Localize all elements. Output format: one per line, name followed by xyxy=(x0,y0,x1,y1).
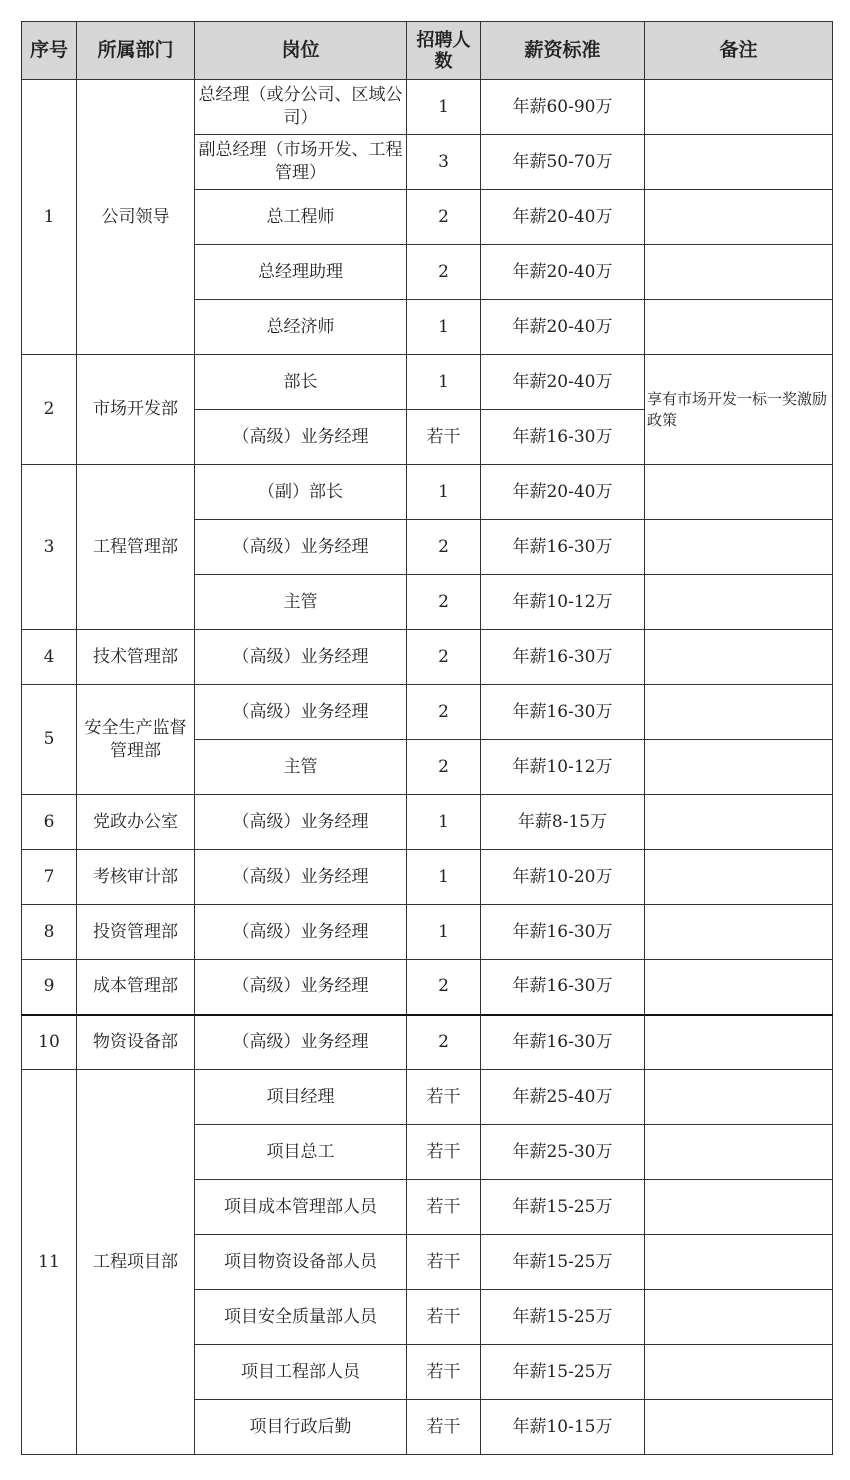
headcount-cell: 2 xyxy=(407,740,481,795)
dept-name: 物资设备部 xyxy=(77,1015,195,1070)
headcount-cell: 若干 xyxy=(407,1235,481,1290)
note-cell xyxy=(645,1070,833,1125)
dept-number: 9 xyxy=(22,960,77,1015)
salary-cell: 年薪16-30万 xyxy=(481,630,645,685)
table-row xyxy=(22,80,833,135)
position-cell: 部长 xyxy=(195,355,407,410)
salary-cell: 年薪15-25万 xyxy=(481,1235,645,1290)
headcount-cell: 2 xyxy=(407,685,481,740)
position-cell: （高级）业务经理 xyxy=(195,960,407,1015)
dept-name: 工程项目部 xyxy=(77,1070,195,1455)
dept-number: 3 xyxy=(22,465,77,630)
position-cell: 项目成本管理部人员 xyxy=(195,1180,407,1235)
position-cell: 副总经理（市场开发、工程管理） xyxy=(195,135,407,190)
dept-number: 4 xyxy=(22,630,77,685)
headcount-cell: 1 xyxy=(407,355,481,410)
table-row xyxy=(22,850,833,905)
recruitment-table-container xyxy=(21,21,833,1455)
position-cell: （高级）业务经理 xyxy=(195,410,407,465)
dept-name: 公司领导 xyxy=(77,80,195,355)
dept-name: 成本管理部 xyxy=(77,960,195,1015)
headcount-cell: 若干 xyxy=(407,1125,481,1180)
headcount-cell: 若干 xyxy=(407,1180,481,1235)
salary-cell: 年薪10-12万 xyxy=(481,575,645,630)
salary-cell: 年薪25-40万 xyxy=(481,1070,645,1125)
dept-number: 10 xyxy=(22,1015,77,1070)
note-cell xyxy=(645,190,833,245)
headcount-cell: 若干 xyxy=(407,1345,481,1400)
recruitment-table xyxy=(21,21,833,1455)
header-no: 序号 xyxy=(22,22,77,80)
note-cell xyxy=(645,1345,833,1400)
position-cell: 项目物资设备部人员 xyxy=(195,1235,407,1290)
table-row xyxy=(22,905,833,960)
headcount-cell: 2 xyxy=(407,1015,481,1070)
position-cell: 项目经理 xyxy=(195,1070,407,1125)
salary-cell: 年薪50-70万 xyxy=(481,135,645,190)
headcount-cell: 1 xyxy=(407,850,481,905)
position-cell: 项目行政后勤 xyxy=(195,1400,407,1455)
note-cell xyxy=(645,80,833,135)
note-cell xyxy=(645,1290,833,1345)
table-row xyxy=(22,355,833,410)
header-row xyxy=(22,22,833,80)
salary-cell: 年薪10-12万 xyxy=(481,740,645,795)
note-cell xyxy=(645,1125,833,1180)
position-cell: （副）部长 xyxy=(195,465,407,520)
note-cell xyxy=(645,740,833,795)
headcount-cell: 2 xyxy=(407,245,481,300)
salary-cell: 年薪15-25万 xyxy=(481,1180,645,1235)
position-cell: 项目安全质量部人员 xyxy=(195,1290,407,1345)
note-cell xyxy=(645,1180,833,1235)
dept-number: 6 xyxy=(22,795,77,850)
headcount-cell: 若干 xyxy=(407,1290,481,1345)
position-cell: （高级）业务经理 xyxy=(195,1015,407,1070)
note-cell xyxy=(645,1400,833,1455)
headcount-cell: 1 xyxy=(407,795,481,850)
dept-name: 考核审计部 xyxy=(77,850,195,905)
dept-number: 7 xyxy=(22,850,77,905)
note-cell xyxy=(645,1235,833,1290)
headcount-cell: 若干 xyxy=(407,410,481,465)
header-salary: 薪资标准 xyxy=(481,22,645,80)
note-cell xyxy=(645,795,833,850)
position-cell: （高级）业务经理 xyxy=(195,905,407,960)
headcount-cell: 1 xyxy=(407,80,481,135)
position-cell: 项目总工 xyxy=(195,1125,407,1180)
dept-name: 党政办公室 xyxy=(77,795,195,850)
note-cell xyxy=(645,245,833,300)
table-row xyxy=(22,685,833,740)
table-row xyxy=(22,1015,833,1070)
salary-cell: 年薪10-20万 xyxy=(481,850,645,905)
dept-number: 2 xyxy=(22,355,77,465)
note-cell xyxy=(645,135,833,190)
position-cell: 总经理（或分公司、区域公司） xyxy=(195,80,407,135)
salary-cell: 年薪16-30万 xyxy=(481,410,645,465)
position-cell: 总工程师 xyxy=(195,190,407,245)
salary-cell: 年薪60-90万 xyxy=(481,80,645,135)
header-count: 招聘人数 xyxy=(407,22,481,80)
salary-cell: 年薪15-25万 xyxy=(481,1345,645,1400)
position-cell: 总经理助理 xyxy=(195,245,407,300)
headcount-cell: 3 xyxy=(407,135,481,190)
headcount-cell: 2 xyxy=(407,190,481,245)
note-cell xyxy=(645,575,833,630)
table-row xyxy=(22,795,833,850)
salary-cell: 年薪16-30万 xyxy=(481,520,645,575)
headcount-cell: 1 xyxy=(407,905,481,960)
headcount-cell: 2 xyxy=(407,960,481,1015)
note-cell xyxy=(645,685,833,740)
headcount-cell: 1 xyxy=(407,465,481,520)
note-cell xyxy=(645,630,833,685)
table-row xyxy=(22,1070,833,1125)
note-cell: 享有市场开发一标一奖激励政策 xyxy=(645,355,833,465)
note-cell xyxy=(645,300,833,355)
salary-cell: 年薪16-30万 xyxy=(481,1015,645,1070)
note-cell xyxy=(645,1015,833,1070)
salary-cell: 年薪10-15万 xyxy=(481,1400,645,1455)
headcount-cell: 若干 xyxy=(407,1400,481,1455)
note-cell xyxy=(645,465,833,520)
salary-cell: 年薪15-25万 xyxy=(481,1290,645,1345)
dept-name: 投资管理部 xyxy=(77,905,195,960)
dept-number: 5 xyxy=(22,685,77,795)
note-cell xyxy=(645,850,833,905)
header-dept: 所属部门 xyxy=(77,22,195,80)
salary-cell: 年薪20-40万 xyxy=(481,245,645,300)
position-cell: （高级）业务经理 xyxy=(195,850,407,905)
header-note: 备注 xyxy=(645,22,833,80)
note-cell xyxy=(645,960,833,1015)
headcount-cell: 1 xyxy=(407,300,481,355)
header-position: 岗位 xyxy=(195,22,407,80)
headcount-cell: 2 xyxy=(407,575,481,630)
headcount-cell: 2 xyxy=(407,520,481,575)
table-row xyxy=(22,630,833,685)
position-cell: （高级）业务经理 xyxy=(195,520,407,575)
salary-cell: 年薪25-30万 xyxy=(481,1125,645,1180)
salary-cell: 年薪8-15万 xyxy=(481,795,645,850)
dept-name: 工程管理部 xyxy=(77,465,195,630)
dept-number: 8 xyxy=(22,905,77,960)
salary-cell: 年薪16-30万 xyxy=(481,905,645,960)
dept-name: 技术管理部 xyxy=(77,630,195,685)
table-row xyxy=(22,960,833,1015)
salary-cell: 年薪16-30万 xyxy=(481,960,645,1015)
position-cell: 主管 xyxy=(195,740,407,795)
salary-cell: 年薪20-40万 xyxy=(481,190,645,245)
note-cell xyxy=(645,905,833,960)
position-cell: 总经济师 xyxy=(195,300,407,355)
dept-number: 1 xyxy=(22,80,77,355)
dept-name: 市场开发部 xyxy=(77,355,195,465)
salary-cell: 年薪20-40万 xyxy=(481,465,645,520)
salary-cell: 年薪16-30万 xyxy=(481,685,645,740)
salary-cell: 年薪20-40万 xyxy=(481,355,645,410)
dept-name: 安全生产监督管理部 xyxy=(77,685,195,795)
table-row xyxy=(22,465,833,520)
position-cell: 项目工程部人员 xyxy=(195,1345,407,1400)
position-cell: （高级）业务经理 xyxy=(195,795,407,850)
note-cell xyxy=(645,520,833,575)
headcount-cell: 若干 xyxy=(407,1070,481,1125)
position-cell: （高级）业务经理 xyxy=(195,685,407,740)
headcount-cell: 2 xyxy=(407,630,481,685)
position-cell: （高级）业务经理 xyxy=(195,630,407,685)
salary-cell: 年薪20-40万 xyxy=(481,300,645,355)
position-cell: 主管 xyxy=(195,575,407,630)
table-body xyxy=(22,80,833,1455)
dept-number: 11 xyxy=(22,1070,77,1455)
